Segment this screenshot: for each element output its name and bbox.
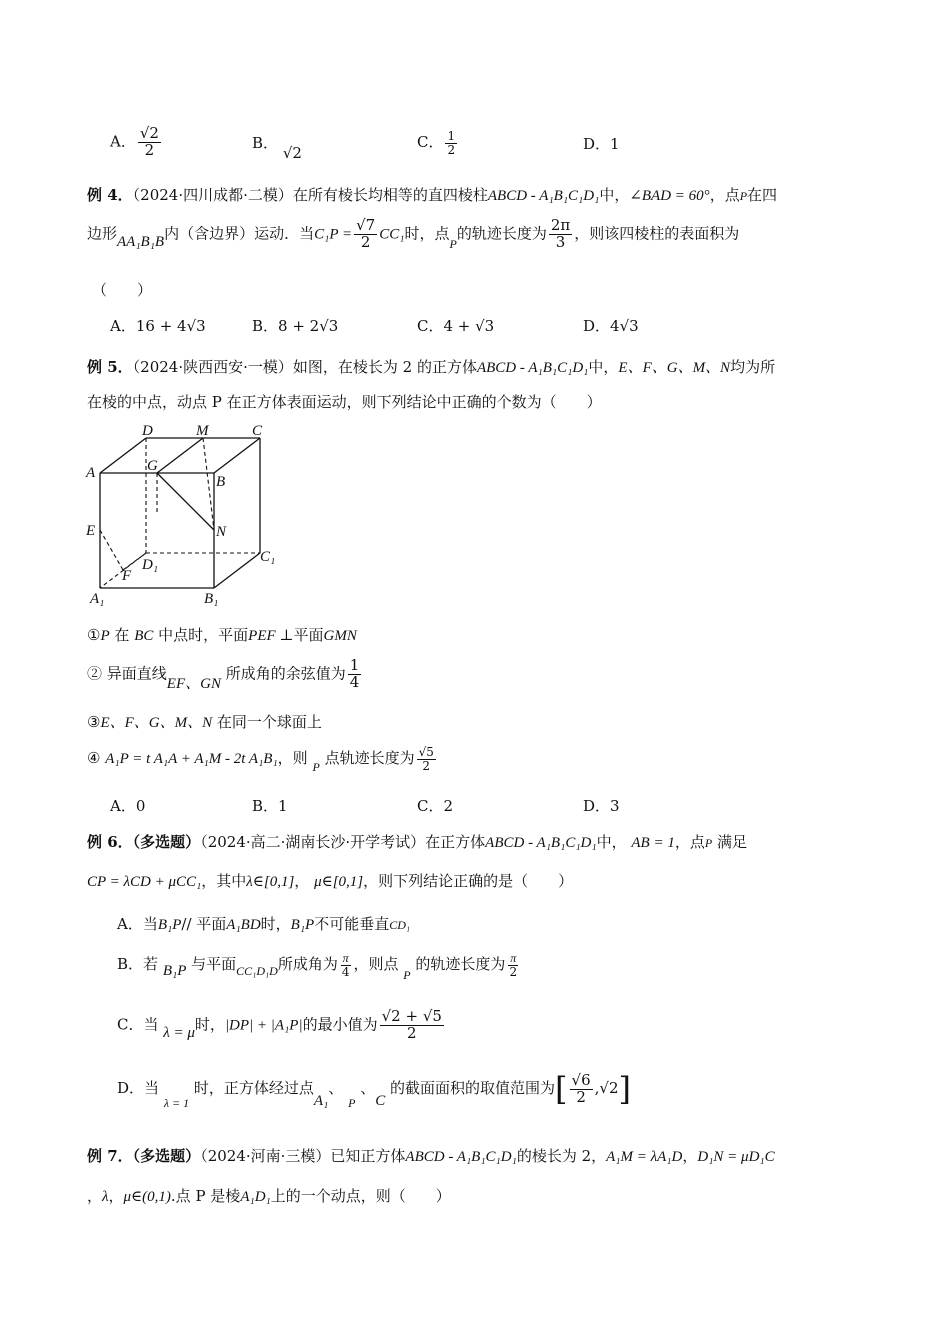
segment-m-n [203, 438, 214, 530]
ex6-option-b: B．若 B₁P 与平面$_{CC_1D_1D}$所成角为 $\frac{\pi}{4}$ ，则点 $_P$ 的轨迹长度为 $\frac{\pi}{2}$ [117, 951, 518, 983]
label-f: F [122, 568, 132, 584]
label-a1: A₁ [90, 591, 105, 607]
ex4-line1: 例 4．（2024·四川成都·二模）在所有棱长均相等的直四棱柱ABCD - A₁B₁C₁D₁中，∠BAD = 60°，点P在四 [87, 186, 778, 204]
ex7-line1: 例 7．（多选题）（2024·河南·三模）已知正方体ABCD - A₁B₁C₁D₁的棱长为 2，A₁M = λA₁D，D₁N = μD₁C [87, 1147, 775, 1165]
edge-b-c [214, 438, 260, 473]
ex5-option-d: D．3 [583, 797, 620, 815]
ex4-paren: （ ） [92, 281, 153, 299]
ex6-line1: 例 6．（多选题）（2024·高二·湖南长沙·开学考试）在正方体ABCD - A₁B₁C₁D₁中， AB = 1，点P 满足 [87, 833, 747, 851]
label-c: C [252, 423, 263, 439]
ex5-line1: 例 5．（2024·陕西西安·一模）如图，在棱长为 2 的正方体ABCD - A₁B₁C₁D₁中，E、F、G、M、N均为所 [87, 358, 776, 376]
ex5-statement-1: ①P 在 BC 中点时，平面PEF ⊥平面GMN [87, 626, 357, 644]
ex5-statement-3: ③E、F、G、M、N 在同一个球面上 [87, 713, 322, 731]
label-b1: B₁ [204, 591, 219, 607]
label-e: E [86, 523, 96, 539]
prev-option-a: A． $\frac{√2}{2}$ [110, 124, 159, 159]
prev-option-c: C． $\frac{1}{2}$ [417, 129, 456, 157]
prev-option-b: B． √2 [252, 134, 302, 162]
edge-a-d [100, 438, 146, 473]
ex6-option-d: D．当 $_{\lambda = 1}$ 时，正方体经过点A₁、 $_P$ 、C 的截面面积的取值范围为[ $\frac{√6}{2}$ ,√2] [117, 1070, 631, 1110]
ex6-option-a: A．当B₁P// 平面A₁BD时，B₁P不可能垂直CD₁ [117, 915, 411, 933]
label-g: G [147, 458, 158, 474]
segment-e-f [100, 530, 123, 570]
ex4-option-d: D．4√3 [583, 317, 639, 335]
segment-g-m [157, 438, 203, 473]
ex5-option-a: A．0 [110, 797, 146, 815]
ex5-option-b: B．1 [252, 797, 288, 815]
ex4-line2: 边形AA₁B₁B内（含边界）运动．当C₁P = $\frac{√7}{2}$ CC₁时，点$_P$的轨迹长度为 $\frac{2\pi}{3}$ ，则该四棱柱的表面积为 [87, 216, 740, 252]
ex5-statement-2: ② 异面直线EF、GN 所成角的余弦值为 $\frac{1}{4}$ [87, 656, 360, 693]
ex6-line2: CP = λCD + μCC₁，其中λ∈[0,1]， μ∈[0,1]，则下列结论正确的是（ ） [87, 872, 574, 890]
label-d1: D₁ [142, 557, 159, 573]
label-a: A [86, 465, 96, 481]
label-m: M [196, 423, 209, 439]
segment-g-n [157, 473, 214, 530]
ex4-option-a: A．16 + 4√3 [110, 317, 206, 335]
label-n: N [216, 524, 227, 540]
ex4-option-c: C．4 + √3 [417, 317, 495, 335]
edge-b1-c1 [214, 553, 260, 588]
prev-option-d: D．1 [583, 135, 620, 153]
ex4-option-b: B．8 + 2√3 [252, 317, 339, 335]
ex6-option-c: C．当 λ = μ时，|DP| + |A₁P|的最小值为 $\frac{√2 + √5}{2}$ [117, 1007, 442, 1042]
ex5-line2: 在棱的中点，动点 P 在正方体表面运动，则下列结论中正确的个数为（ ） [87, 393, 602, 411]
ex5-statement-4: ④ A₁P = t A₁A + A₁M - 2t A₁B₁，则 $_P$ 点轨迹长度为 $\frac{√5}{2}$ [87, 745, 434, 775]
label-b: B [216, 474, 226, 490]
ex7-line2: ，λ，μ∈(0,1).点 P 是棱A₁D₁上的一个动点，则（ ） [87, 1187, 451, 1205]
ex5-option-c: C．2 [417, 797, 454, 815]
cube-figure [82, 418, 282, 608]
label-c1: C₁ [260, 549, 276, 565]
label-d: D [142, 423, 153, 439]
